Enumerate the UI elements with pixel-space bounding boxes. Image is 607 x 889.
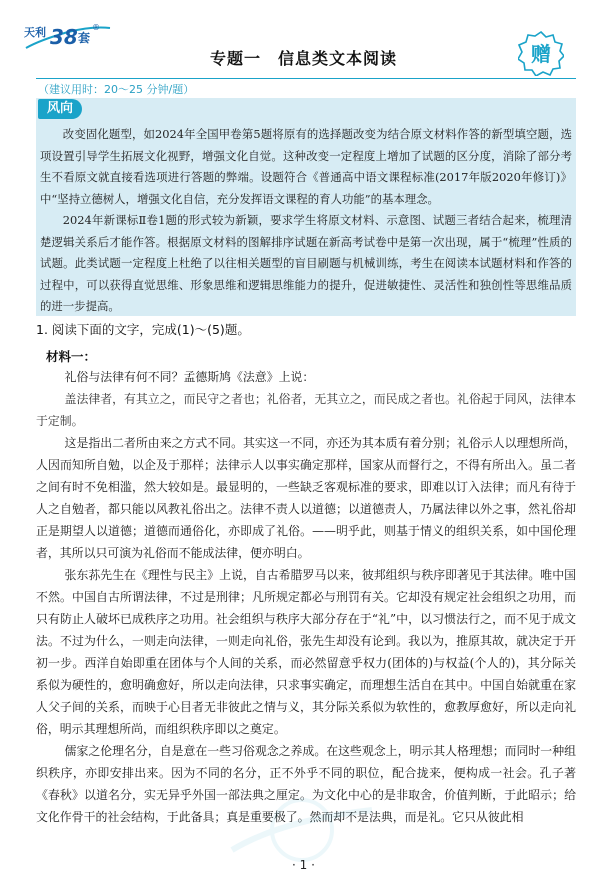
material-paragraph: 儒家之伦理名分，自是意在一些习俗观念之养成。在这些观念上，明示其人格理想；而同时一种组织秩序，亦即安排出来。因为不同的名分，正不外乎不同的职位，配合拢来，便构成一社会。孔子著《春秋》以道名分，实无异乎外国一部法典之厘定。为文化中心的是非取舍，价值判断，于此昭示；给文化作骨干的社会结构，于此备具；真是重要极了。然而却不是法典，而是礼。它只从彼此相: [36, 744, 576, 824]
material-paragraph: 这是指出二者所由来之方式不同。其实这一不同，亦还为其本质有着分别；礼俗示人以理想所尚，人因而知所自勉，以企及于那样；法律示人以事实确定那样，国家从而督行之，不得有所出入。虽二者之间有时不免相滥，然大较如是。最显明的，一些缺乏客观标准的要求，即难以订入法律；而凡有待于人之自勉者，都只能以风教礼俗出之。法律不责人以道德；以道德责人，乃属法律以外之事，然礼俗却正是期望人以道德；道德而通俗化，亦即成了礼俗。——明乎此，则基于情义的组织关系，如中国伦理者，其所以只可演为礼俗而不能成法律，便亦明白。: [36, 436, 576, 560]
svg-text:套: 套: [78, 31, 91, 45]
header-rule: [36, 78, 576, 79]
trend-paragraph: 2024年新课标Ⅱ卷1题的形式较为新颖，要求学生将原文材料、示意图、试题三者结合起来，梳理清楚逻辑关系后才能作答。根据原文材料的图解排序试题在新高考试卷中是第一次出现，属于“梳理”性质的试题。此类试题一定程度上杜绝了以往相关题型的盲目刷题与机械训练，考生在阅读本试题材料和作答的过程中，可以获得直觉思维、形象思维和逻辑思维能力的提升，促进敏捷性、灵活性和独创性等思维品质的进一步提高。: [40, 213, 572, 313]
material-paragraph: 张东荪先生在《理性与民主》上说，自古希腊罗马以来，彼邦组织与秩序即著见于其法律。唯中国不然。中国自古所谓法律，不过是刑律；凡所规定都必与刑罚有关。它却没有规定社会组织之功用，而只有防止人破坏已成秩序之功用。社会组织与秩序大部分存在于“礼”中，以习惯法行之，而不见于成文法。不过为什么，一则走向法律，一则走向礼俗，张先生却没有论到。我以为，推原其故，就决定于开初一步。西洋自始即重在团体与个人间的关系，而必然留意乎权力(团体的)与权益(个人的)，其分际关系似为硬性的，愈明确愈好，所以走向法律，只求事实确定，而理想生活自在其中。中国自始就重在家人父子间的关系，而映于心目者无非彼此之情与义，其分际关系似为软性的，愈教厚愈好，所以走向礼俗，明示其理想所尚，而组织秩序即以之奠定。: [36, 568, 576, 736]
material-label: 材料一：: [46, 349, 97, 364]
svg-text:天利: 天利: [24, 26, 46, 39]
suggested-time-note: （建议用时：20～25 分钟/题）: [38, 81, 200, 97]
page-number: · 1 ·: [292, 858, 315, 872]
material-paragraph: 礼俗与法律有何不同？孟德斯鸠《法意》上说：: [64, 370, 315, 384]
material-text: [36, 366, 576, 828]
material-quote: 盖法律者，有其立之，而民守之者也；礼俗者，无其立之，而民成之者也。礼俗起于同风，法律本于定制。: [36, 392, 576, 428]
svg-text:38: 38: [50, 25, 78, 49]
gift-label: 赠: [531, 42, 551, 66]
page-header: [0, 0, 607, 96]
trend-tag: 风向: [38, 99, 82, 119]
question-stem: 1. 阅读下面的文字，完成(1)～(5)题。: [36, 322, 250, 337]
trend-text: [40, 124, 572, 318]
svg-text:®: ®: [92, 23, 100, 32]
topic-title: 专题一 信息类文本阅读: [209, 49, 397, 68]
trend-paragraph: 改变固化题型，如2024年全国甲卷第5题将原有的选择题改变为结合原文材料作答的新型填空题，选项设置引导学生拓展文化视野，增强文化自觉。这种改变一定程度上增加了试题的区分度，消除了部分考生不看原文就直接看选项进行答题的弊端。设题符合《普通高中语文课程标准(2017年版2020年修订)》中“坚持立德树人，增强文化自信，充分发挥语文课程的育人功能”的基本理念。: [40, 127, 572, 206]
